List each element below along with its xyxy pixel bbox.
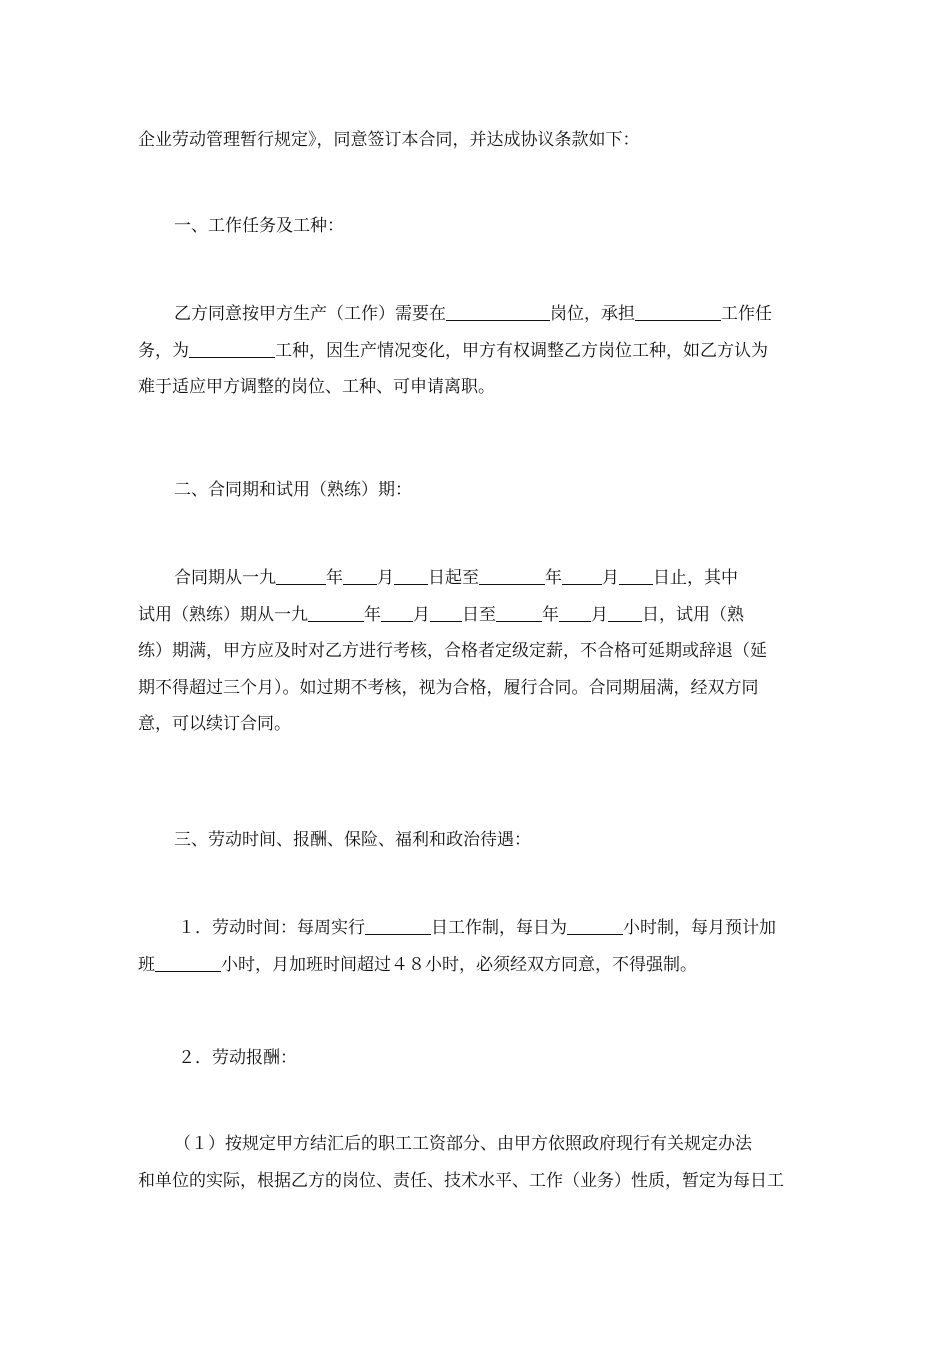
blank-field [608, 604, 642, 622]
section-3-heading [138, 822, 854, 859]
blank-field [567, 917, 623, 935]
text-line: 和单位的实际，根据乙方的岗位、责任、技术水平、工作（业务）性质，暂定为每日工 [138, 1170, 784, 1191]
text-line: 务，为 工种，因生产情况变化，甲方有权调整乙方岗位工种，如乙方认为 [138, 340, 768, 361]
text-line: 期不得超过三个月）。如过期不考核，视为合格，履行合同。合同期届满，经双方同 [138, 677, 759, 698]
section-3-item-2-paragraph [138, 1126, 818, 1199]
section-3-item-1 [138, 910, 818, 983]
heading-text: ２．劳动报酬： [178, 1048, 297, 1068]
blank-field [381, 604, 413, 622]
heading-text: 三、劳动时间、报酬、保险、福利和政治待遇： [174, 830, 531, 850]
text-line: 意，可以续订合同。 [138, 714, 291, 734]
text-line: 试用（熟练）期从一九 年 月 日至 年 月 日，试用（熟 [138, 604, 744, 625]
section-3-item-2-heading [138, 1040, 858, 1077]
blank-field [189, 340, 275, 358]
blank-field [562, 567, 602, 585]
heading-text: 一、工作任务及工种： [174, 216, 344, 236]
text-line: １．劳动时间：每周实行 日工作制，每日为 小时制，每月预计加 [178, 918, 776, 938]
text-line: 合同期从一九 年 月 日起至 年 月 日止，其中 [174, 568, 738, 588]
text-line: 练）期满，甲方应及时对乙方进行考核，合格者定级定薪，不合格可延期或辞退（延 [138, 641, 767, 661]
text-line: （１）按规定甲方结汇后的职工工资部分、由甲方依照政府现行有关规定办法 [174, 1134, 752, 1154]
section-1-paragraph [138, 296, 818, 406]
blank-field [308, 604, 364, 622]
text-line: 班 小时，月加班时间超过４８小时，必须经双方同意，不得强制。 [138, 954, 697, 975]
blank-field [394, 567, 428, 585]
text-line: 企业劳动管理暂行规定》，同意签订本合同，并达成协议条款如下： [138, 130, 640, 150]
blank-field [446, 303, 550, 321]
blank-field [430, 604, 462, 622]
blank-field [155, 954, 221, 972]
text-line: 难于适应甲方调整的岗位、工种、可申请离职。 [138, 377, 495, 397]
text-line: 乙方同意按甲方生产（工作）需要在 岗位，承担 工作任 [174, 304, 772, 324]
intro-paragraph [138, 122, 818, 159]
blank-field [635, 303, 721, 321]
blank-field [343, 567, 377, 585]
blank-field [559, 604, 591, 622]
section-2-heading [138, 472, 854, 509]
section-1-heading [138, 208, 854, 245]
section-2-paragraph [138, 560, 818, 743]
blank-field [496, 604, 542, 622]
blank-field [276, 567, 326, 585]
blank-field [619, 567, 653, 585]
blank-field [365, 917, 431, 935]
heading-text: 二、合同期和试用（熟练）期： [174, 480, 412, 500]
blank-field [479, 567, 545, 585]
